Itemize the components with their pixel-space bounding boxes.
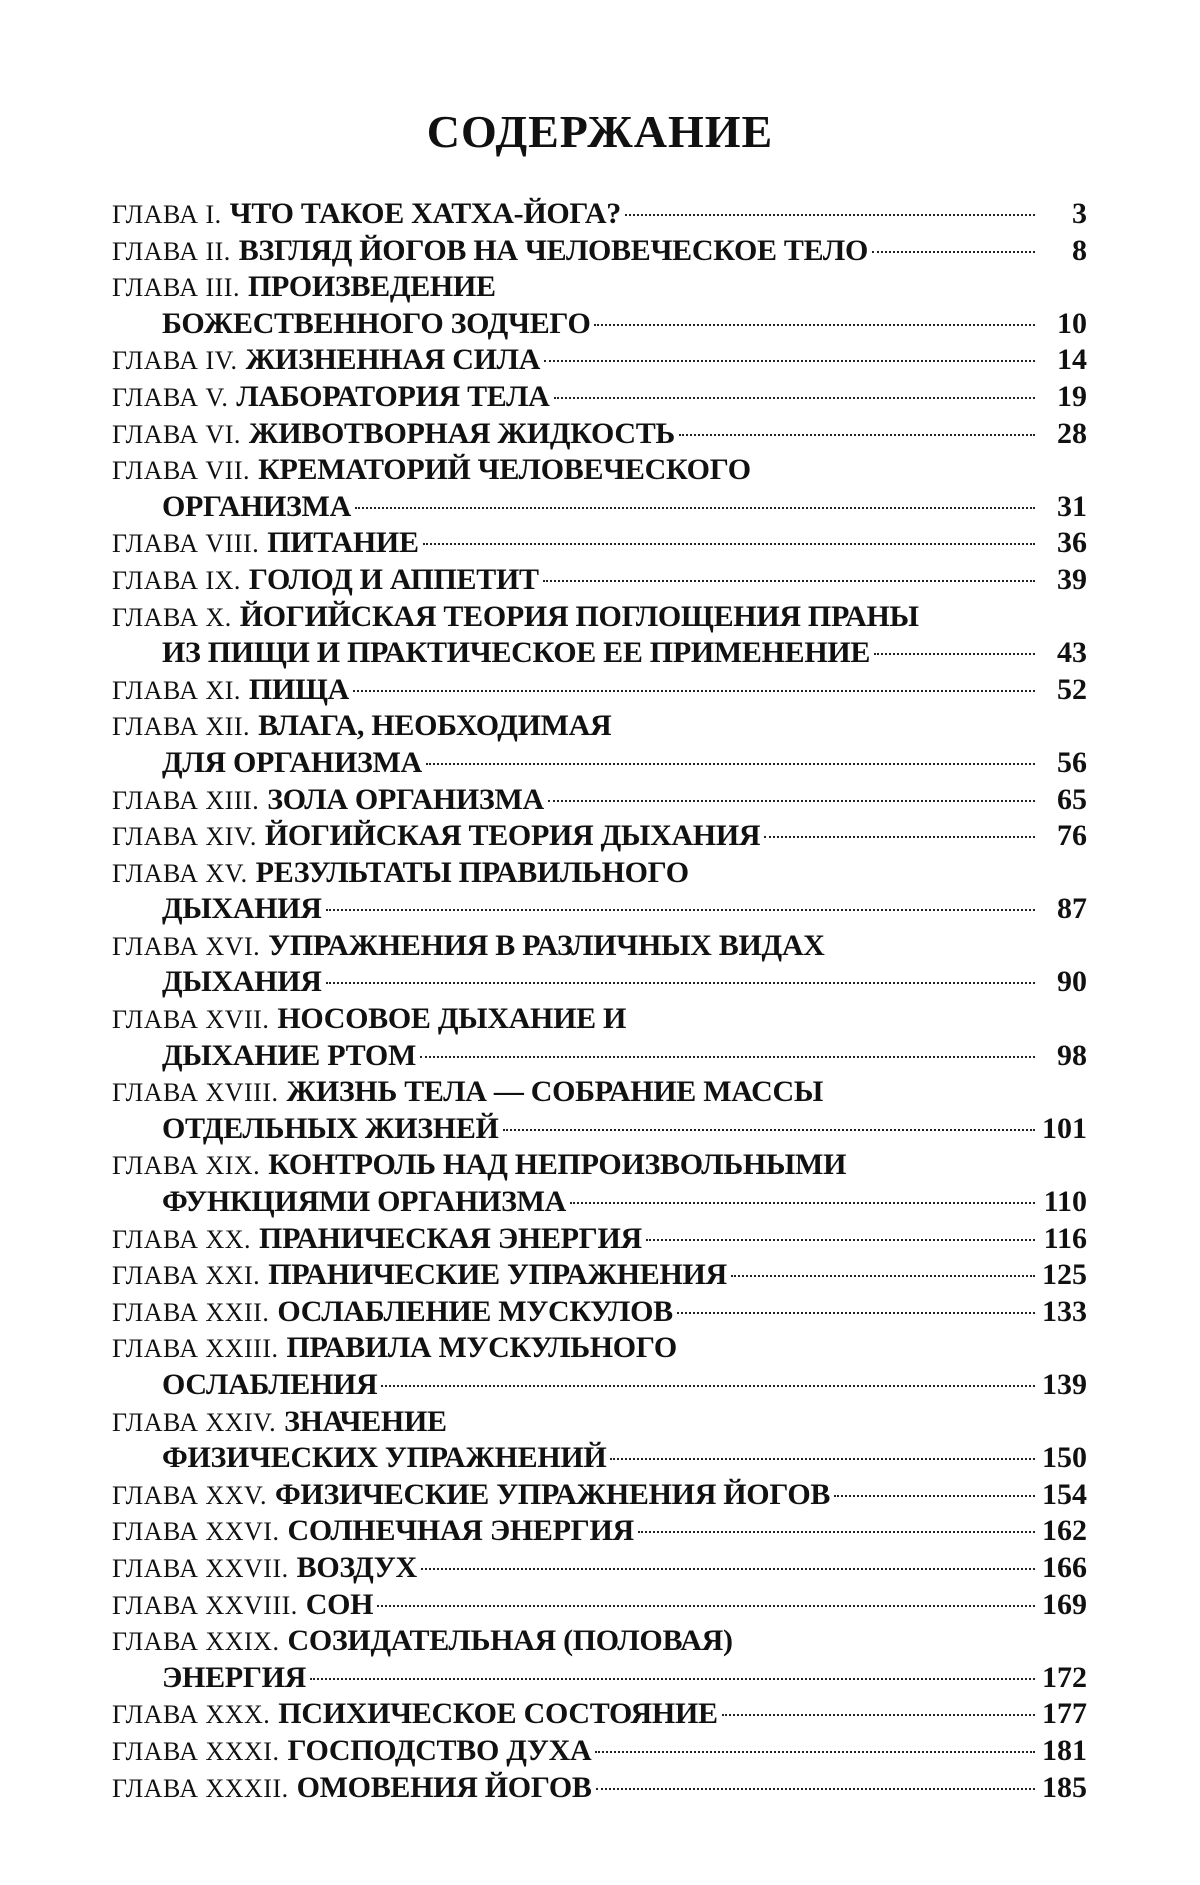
page-number: 28	[1057, 416, 1087, 450]
page-number: 150	[1042, 1441, 1087, 1475]
dot-leader	[381, 1385, 1035, 1387]
chapter-title: ФИЗИЧЕСКИХ УПРАЖНЕНИЙ	[162, 1441, 607, 1475]
page-number: 31	[1057, 489, 1087, 523]
chapter-title: ЙОГИЙСКАЯ ТЕОРИЯ ПОГЛОЩЕНИЯ ПРАНЫ	[239, 599, 919, 633]
page-number: 76	[1057, 819, 1087, 853]
toc-entry-continuation-line	[112, 1367, 1087, 1404]
toc-entry-line	[112, 1513, 1087, 1550]
chapter-title: ВЗГЛЯД ЙОГОВ НА ЧЕЛОВЕЧЕСКОЕ ТЕЛО	[238, 233, 869, 267]
toc-entry	[112, 1257, 1087, 1294]
page-number: 169	[1042, 1587, 1087, 1621]
chapter-number: ГЛАВА XXXII.	[112, 1773, 289, 1803]
toc-entry-line	[112, 1404, 1087, 1441]
dot-leader	[554, 397, 1035, 399]
chapter-title: НОСОВОЕ ДЫХАНИЕ И	[277, 1002, 627, 1036]
dot-leader	[764, 836, 1035, 838]
toc-entry-line	[112, 1147, 1087, 1184]
chapter-number: ГЛАВА IV.	[112, 346, 238, 376]
chapter-title: ЗОЛА ОРГАНИЗМА	[267, 782, 544, 816]
chapter-title: ЭНЕРГИЯ	[162, 1660, 307, 1694]
chapter-title: ДЛЯ ОРГАНИЗМА	[162, 745, 422, 779]
chapter-title: ПРАНИЧЕСКАЯ ЭНЕРГИЯ	[259, 1221, 642, 1255]
toc-entry	[112, 1147, 1087, 1220]
toc-entry-line	[112, 928, 1087, 965]
toc-entry-line	[112, 1477, 1087, 1514]
chapter-title: ГОСПОДСТВО ДУХА	[287, 1733, 592, 1767]
page-number: 166	[1042, 1550, 1087, 1584]
chapter-title: ЧТО ТАКОЕ ХАТХА-ЙОГА?	[229, 197, 622, 230]
dot-leader	[834, 1495, 1035, 1497]
toc-entry-line	[112, 708, 1087, 745]
dot-leader	[595, 1751, 1035, 1753]
chapter-title: РЕЗУЛЬТАТЫ ПРАВИЛЬНОГО	[255, 855, 689, 889]
chapter-number: ГЛАВА XX.	[112, 1224, 252, 1254]
page-number: 65	[1057, 782, 1087, 816]
toc-entry-line	[112, 782, 1087, 819]
chapter-title: БОЖЕСТВЕННОГО ЗОДЧЕГО	[162, 306, 591, 340]
chapter-title: УПРАЖНЕНИЯ В РАЗЛИЧНЫХ ВИДАХ	[268, 928, 825, 962]
toc-entry-line	[112, 672, 1087, 709]
dot-leader	[426, 763, 1035, 765]
toc-entry	[112, 1696, 1087, 1733]
chapter-number: ГЛАВА XIII.	[112, 785, 260, 815]
toc-entry-line	[112, 1587, 1087, 1624]
toc-entry-line	[112, 1257, 1087, 1294]
chapter-number: ГЛАВА XVI.	[112, 931, 261, 961]
chapter-title: ОСЛАБЛЕНИЯ	[162, 1368, 378, 1401]
chapter-number: ГЛАВА XI.	[112, 675, 241, 705]
chapter-number: ГЛАВА III.	[112, 273, 240, 303]
toc-entry	[112, 672, 1087, 709]
toc-entry	[112, 599, 1087, 672]
toc-entry-line	[112, 855, 1087, 892]
page-number: 52	[1057, 672, 1087, 706]
toc-entry	[112, 233, 1087, 270]
chapter-number: ГЛАВА XXXI.	[112, 1736, 280, 1766]
page-number: 116	[1043, 1221, 1087, 1255]
toc-entry-line	[112, 196, 1087, 233]
toc-entry	[112, 855, 1087, 928]
toc-entry	[112, 1733, 1087, 1770]
chapter-title: ПИЩА	[248, 672, 349, 706]
chapter-title: ПРАВИЛА МУСКУЛЬНОГО	[286, 1331, 677, 1365]
dot-leader	[625, 214, 1035, 216]
toc-entry-line	[112, 269, 1087, 306]
toc-entry	[112, 782, 1087, 819]
chapter-number: ГЛАВА XXVII.	[112, 1553, 289, 1583]
toc-entry-continuation-line	[112, 635, 1087, 672]
toc-entry	[112, 416, 1087, 453]
page-number: 139	[1042, 1368, 1087, 1401]
dot-leader	[731, 1275, 1035, 1277]
dot-leader	[353, 690, 1035, 692]
chapter-number: ГЛАВА XII.	[112, 712, 251, 742]
chapter-number: ГЛАВА XXVIII.	[112, 1590, 298, 1620]
toc-entry	[112, 562, 1087, 599]
toc-entry	[112, 1587, 1087, 1624]
dot-leader	[872, 251, 1035, 253]
chapter-title: ПИТАНИЕ	[267, 526, 419, 560]
page-number: 154	[1042, 1477, 1087, 1511]
chapter-title: ЗНАЧЕНИЕ	[284, 1404, 447, 1438]
chapter-number: ГЛАВА V.	[112, 382, 229, 412]
page-number: 19	[1057, 379, 1087, 413]
page-number: 87	[1057, 892, 1087, 926]
toc-entry-line	[112, 1074, 1087, 1111]
chapter-number: ГЛАВА XIV.	[112, 822, 257, 852]
chapter-number: ГЛАВА VII.	[112, 456, 251, 486]
toc-entry	[112, 269, 1087, 342]
page-number: 110	[1043, 1185, 1087, 1219]
chapter-title: ЖИЗНЬ ТЕЛА — СОБРАНИЕ МАССЫ	[286, 1075, 823, 1109]
page-number: 8	[1072, 233, 1087, 267]
toc-entry-line	[112, 1770, 1087, 1807]
toc-entry	[112, 1330, 1087, 1403]
dot-leader	[503, 1129, 1035, 1131]
chapter-title: КОНТРОЛЬ НАД НЕПРОИЗВОЛЬНЫМИ	[268, 1148, 847, 1182]
dot-leader	[543, 580, 1035, 582]
chapter-number: ГЛАВА XXIX.	[112, 1627, 280, 1657]
dot-leader	[594, 324, 1035, 326]
dot-leader	[874, 653, 1035, 655]
toc-entry-continuation-line	[112, 489, 1087, 526]
chapter-number: ГЛАВА XXI.	[112, 1261, 261, 1291]
chapter-title: ВЛАГА, НЕОБХОДИМАЯ	[258, 709, 612, 743]
page-number: 133	[1042, 1294, 1087, 1328]
toc-entry	[112, 1623, 1087, 1696]
chapter-title: КРЕМАТОРИЙ ЧЕЛОВЕЧЕСКОГО	[258, 453, 751, 487]
toc-entry-continuation-line	[112, 745, 1087, 782]
toc-entry	[112, 928, 1087, 1001]
toc-entry-line	[112, 1001, 1087, 1038]
toc-entry	[112, 1404, 1087, 1477]
page-number: 101	[1042, 1111, 1087, 1145]
toc-entry-line	[112, 1330, 1087, 1367]
dot-leader	[638, 1531, 1035, 1533]
dot-leader	[679, 434, 1035, 436]
toc-entry-line	[112, 233, 1087, 270]
dot-leader	[326, 982, 1035, 984]
table-of-contents	[112, 196, 1087, 1806]
chapter-title: СОЗИДАТЕЛЬНАЯ (ПОЛОВАЯ)	[287, 1624, 733, 1658]
dot-leader	[377, 1605, 1035, 1607]
dot-leader	[548, 800, 1035, 802]
dot-leader	[310, 1678, 1035, 1680]
chapter-title: ЙОГИЙСКАЯ ТЕОРИЯ ДЫХАНИЯ	[264, 819, 761, 853]
dot-leader	[677, 1312, 1035, 1314]
toc-entry-line	[112, 1550, 1087, 1587]
page-number: 3	[1072, 197, 1087, 230]
chapter-title: СОН	[305, 1587, 374, 1621]
toc-entry-line	[112, 818, 1087, 855]
toc-entry-continuation-line	[112, 1440, 1087, 1477]
chapter-title: ОТДЕЛЬНЫХ ЖИЗНЕЙ	[162, 1111, 499, 1145]
chapter-title: ЖИЗНЕННАЯ СИЛА	[245, 343, 541, 377]
page-number: 177	[1042, 1697, 1087, 1731]
chapter-number: ГЛАВА XVIII.	[112, 1078, 279, 1108]
toc-entry-line	[112, 1294, 1087, 1331]
chapter-title: ЖИВОТВОРНАЯ ЖИДКОСТЬ	[248, 416, 675, 450]
chapter-title: СОЛНЕЧНАЯ ЭНЕРГИЯ	[287, 1514, 634, 1548]
toc-entry	[112, 525, 1087, 562]
toc-entry	[112, 452, 1087, 525]
chapter-number: ГЛАВА I.	[112, 200, 222, 229]
page-number: 36	[1057, 526, 1087, 560]
chapter-title: ВОЗДУХ	[296, 1550, 417, 1584]
page-number: 90	[1057, 965, 1087, 999]
chapter-number: ГЛАВА IX.	[112, 565, 241, 595]
toc-entry-line	[112, 1221, 1087, 1258]
dot-leader	[722, 1714, 1035, 1716]
chapter-title: ИЗ ПИЩИ И ПРАКТИЧЕСКОЕ ЕЕ ПРИМЕНЕНИЕ	[162, 636, 871, 670]
chapter-title: ПРАНИЧЕСКИЕ УПРАЖНЕНИЯ	[268, 1258, 727, 1292]
page-number: 181	[1042, 1733, 1087, 1767]
toc-entry	[112, 1770, 1087, 1807]
chapter-title: ПРОИЗВЕДЕНИЕ	[247, 270, 496, 304]
page-number: 162	[1042, 1514, 1087, 1548]
toc-entry-line	[112, 379, 1087, 416]
dot-leader	[570, 1202, 1035, 1204]
dot-leader	[420, 1056, 1035, 1058]
toc-entry-continuation-line	[112, 1184, 1087, 1221]
toc-entry-line	[112, 1623, 1087, 1660]
chapter-title: ОМОВЕНИЯ ЙОГОВ	[296, 1770, 592, 1804]
chapter-title: ФИЗИЧЕСКИЕ УПРАЖНЕНИЯ ЙОГОВ	[274, 1477, 831, 1511]
dot-leader	[596, 1788, 1035, 1790]
toc-entry	[112, 1001, 1087, 1074]
chapter-number: ГЛАВА XXIV.	[112, 1407, 277, 1437]
chapter-title: ОСЛАБЛЕНИЕ МУСКУЛОВ	[277, 1294, 673, 1328]
toc-entry	[112, 379, 1087, 416]
chapter-title: ДЫХАНИЯ	[162, 892, 322, 926]
chapter-number: ГЛАВА X.	[112, 602, 232, 632]
page-number: 185	[1042, 1770, 1087, 1804]
chapter-number: ГЛАВА VI.	[112, 419, 241, 449]
chapter-number: ГЛАВА XXII.	[112, 1297, 270, 1327]
toc-entry-line	[112, 562, 1087, 599]
toc-entry-line	[112, 1733, 1087, 1770]
toc-entry-continuation-line	[112, 1038, 1087, 1075]
toc-entry	[112, 1550, 1087, 1587]
dot-leader	[326, 909, 1035, 911]
page-number: 98	[1057, 1038, 1087, 1072]
toc-entry-continuation-line	[112, 891, 1087, 928]
chapter-number: ГЛАВА XIX.	[112, 1151, 261, 1181]
toc-entry	[112, 708, 1087, 781]
toc-entry-continuation-line	[112, 1660, 1087, 1697]
dot-leader	[544, 360, 1035, 362]
page-number: 125	[1042, 1258, 1087, 1292]
dot-leader	[421, 1568, 1035, 1570]
toc-entry	[112, 1477, 1087, 1514]
toc-entry	[112, 1221, 1087, 1258]
chapter-title: ФУНКЦИЯМИ ОРГАНИЗМА	[162, 1185, 567, 1219]
chapter-title: ДЫХАНИЯ	[162, 965, 322, 999]
page-title: СОДЕРЖАНИЕ	[426, 106, 774, 157]
chapter-number: ГЛАВА XXX.	[112, 1700, 271, 1730]
toc-entry-continuation-line	[112, 1111, 1087, 1148]
chapter-number: ГЛАВА XXV.	[112, 1480, 267, 1510]
chapter-title: ПСИХИЧЕСКОЕ СОСТОЯНИЕ	[278, 1697, 718, 1731]
toc-entry-line	[112, 1696, 1087, 1733]
page-number: 43	[1057, 636, 1087, 670]
toc-entry-continuation-line	[112, 306, 1087, 343]
chapter-number: ГЛАВА XXVI.	[112, 1517, 280, 1547]
chapter-title: ГОЛОД И АППЕТИТ	[248, 562, 539, 596]
page-number: 172	[1042, 1660, 1087, 1694]
chapter-title: ЛАБОРАТОРИЯ ТЕЛА	[236, 379, 550, 413]
toc-entry	[112, 818, 1087, 855]
page-number: 39	[1057, 562, 1087, 596]
dot-leader	[355, 507, 1035, 509]
chapter-title: ОРГАНИЗМА	[162, 489, 351, 523]
dot-leader	[423, 543, 1035, 545]
toc-entry	[112, 342, 1087, 379]
chapter-number: ГЛАВА XVII.	[112, 1005, 270, 1035]
page-number: 10	[1057, 306, 1087, 340]
chapter-number: ГЛАВА II.	[112, 236, 231, 266]
toc-entry-line	[112, 525, 1087, 562]
page-number: 56	[1057, 745, 1087, 779]
chapter-number: ГЛАВА XV.	[112, 858, 248, 888]
chapter-number: ГЛАВА VIII.	[112, 529, 260, 559]
dot-leader	[610, 1458, 1035, 1460]
toc-entry	[112, 1513, 1087, 1550]
toc-entry-line	[112, 599, 1087, 636]
toc-entry-continuation-line	[112, 964, 1087, 1001]
toc-entry-line	[112, 416, 1087, 453]
page-number: 14	[1057, 343, 1087, 377]
toc-entry	[112, 1074, 1087, 1147]
chapter-number: ГЛАВА XXIII.	[112, 1334, 279, 1364]
toc-entry	[112, 196, 1087, 233]
toc-entry-line	[112, 342, 1087, 379]
toc-entry-line	[112, 452, 1087, 489]
toc-entry	[112, 1294, 1087, 1331]
chapter-title: ДЫХАНИЕ РТОМ	[162, 1038, 416, 1072]
dot-leader	[646, 1239, 1035, 1241]
